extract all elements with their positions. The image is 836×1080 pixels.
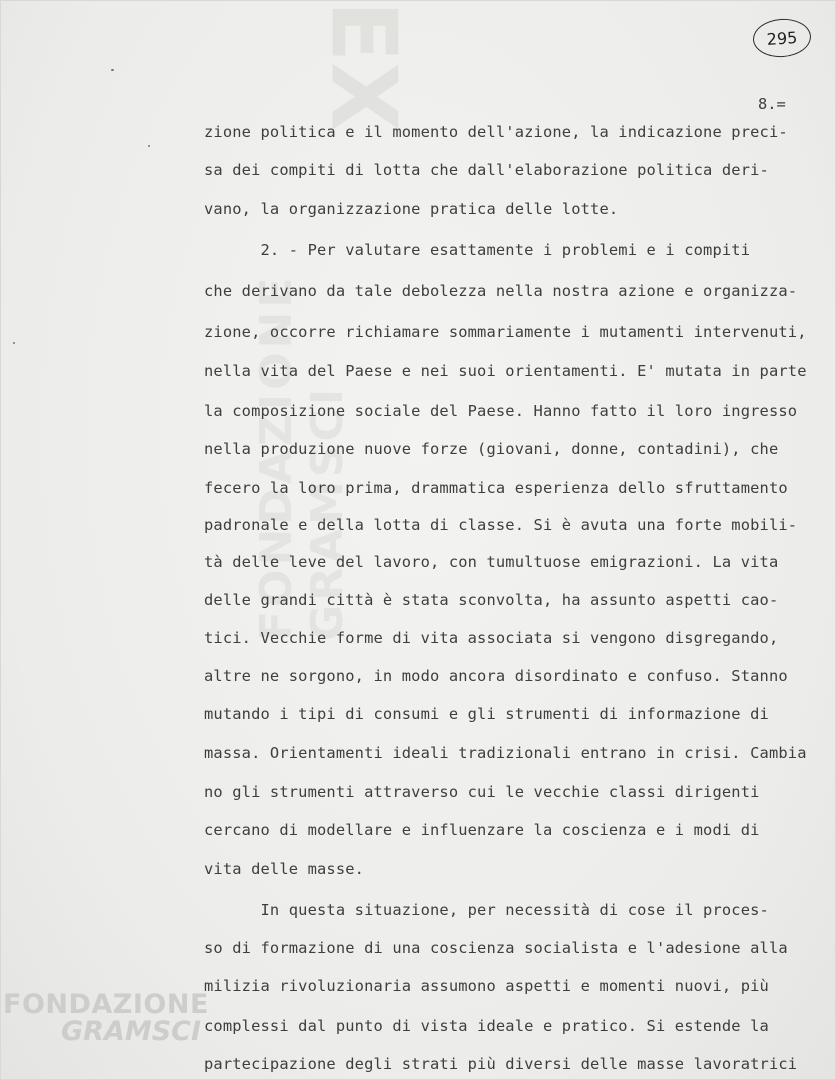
watermark-vertical: FONDAZIONE GRAMSCI [251,273,353,641]
text-line: massa. Orientamenti ideali tradizionali entrano in crisi. Cambia [204,744,807,762]
text-line: zione, occorre richiamare sommariamente i mutamenti intervenuti, [204,323,807,341]
text-line: tici. Vecchie forme di vita associata si vengono disgregando, [204,629,779,647]
text-line: so di formazione di una coscienza socialista e l'adesione alla [204,939,788,957]
text-line: nella produzione nuove forze (giovani, donne, contadini), che [204,440,779,458]
text-line: vano, la organizzazione pratica delle lotte. [204,200,619,218]
paper-speck [111,69,114,71]
text-line: padronale e della lotta di classe. Si è avuta una forte mobili- [204,516,798,534]
paper-speck [13,342,15,344]
text-line: In questa situazione, per necessità di cose il proces- [204,901,769,919]
text-line: altre ne sorgono, in modo ancora disordinato e confuso. Stanno [204,667,788,685]
watermark-ex: EX [310,0,416,132]
text-line: nella vita del Paese e nei suoi orientamenti. E' mutata in parte [204,362,807,380]
fondazione-gramsci-logo [3,991,209,1045]
text-line: milizia rivoluzionaria assumono aspetti e momenti nuovi, più [204,977,769,995]
text-line: delle grandi città è stata sconvolta, ha assunto aspetti cao- [204,591,779,609]
logo-line-1: FONDAZIONE [3,989,209,1020]
archive-number-stamp: 295 [752,17,813,59]
text-line: no gli strumenti attraverso cui le vecchie classi dirigenti [204,783,760,801]
text-line: mutando i tipi di consumi e gli strumenti di informazione di [204,705,769,723]
text-line: 2. - Per valutare esattamente i problemi e i compiti [204,241,751,259]
page-number: 8.= [758,95,786,113]
text-line: complessi dal punto di vista ideale e pratico. Si estende la [204,1017,769,1035]
text-line: zione politica e il momento dell'azione, la indicazione preci- [204,123,788,141]
text-line: la composizione sociale del Paese. Hanno fatto il loro ingresso [204,402,798,420]
logo-line-2: GRAMSCI [61,1016,202,1047]
text-line: che derivano da tale debolezza nella nostra azione e organizza- [204,282,798,300]
paper-speck [148,145,150,147]
text-line: vita delle masse. [204,860,365,878]
text-line: partecipazione degli strati più diversi delle masse lavoratrici [204,1055,798,1073]
text-line: tà delle leve del lavoro, con tumultuose emigrazioni. La vita [204,553,779,571]
text-line: sa dei compiti di lotta che dall'elaborazione politica deri- [204,161,769,179]
text-line: fecero la loro prima, drammatica esperienza dello sfruttamento [204,479,788,497]
text-line: cercano di modellare e influenzare la coscienza e i modi di [204,821,760,839]
